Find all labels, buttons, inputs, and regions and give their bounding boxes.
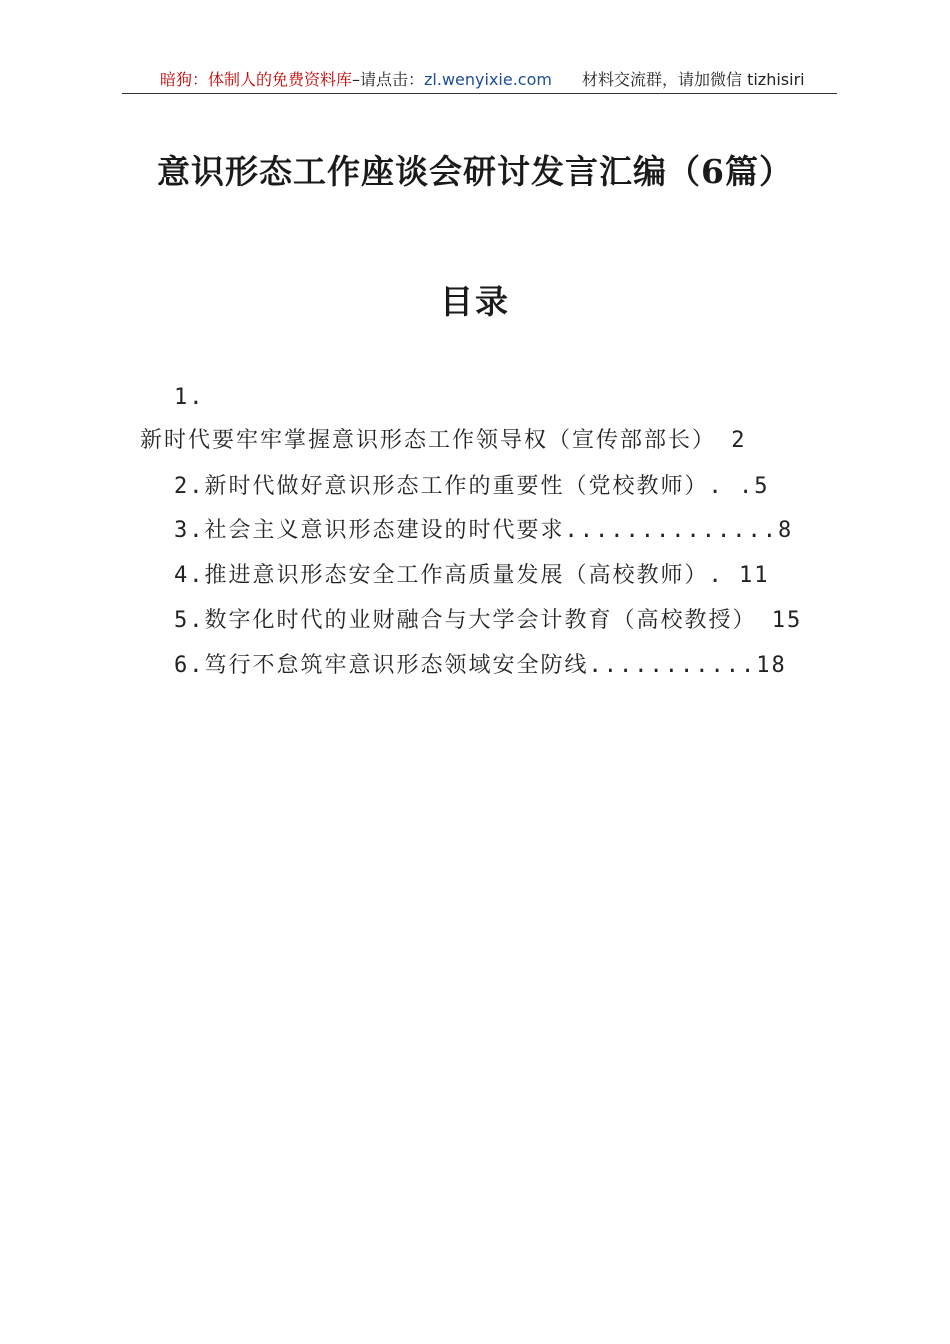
- toc-entry-text: 社会主义意识形态建设的时代要求: [204, 518, 565, 543]
- toc-entry-leader: [716, 428, 731, 453]
- toc-entry-leader: ..............: [564, 518, 778, 543]
- toc-entry-leader: ...........: [588, 653, 757, 678]
- toc-entry-text: 新时代做好意识形态工作的重要性（党校教师）: [204, 474, 709, 499]
- toc-entry-page: 5: [754, 474, 770, 499]
- toc-entry[interactable]: [174, 516, 793, 546]
- toc-entry-number: 4.: [174, 563, 205, 588]
- toc-entry-leader: .: [708, 563, 740, 588]
- toc-entry-page: 18: [756, 653, 787, 678]
- toc-entry[interactable]: [174, 606, 802, 636]
- header-divider: [122, 93, 837, 94]
- toc-entry-text: 数字化时代的业财融合与大学会计教育（高校教授）: [204, 608, 757, 633]
- header-link[interactable]: zl.wenyixie.com: [424, 70, 552, 89]
- toc-entry-page: 11: [739, 563, 770, 588]
- toc-entry-page: 15: [771, 608, 803, 633]
- header-brand: 暗狗：体制人的免费资料库: [160, 70, 353, 89]
- toc-entry-leader: [757, 608, 772, 633]
- toc-entry-page: 2: [731, 428, 747, 453]
- toc-entry-number: 2.: [174, 474, 205, 499]
- header-contact: 材料交流群，请加微信 tizhisiri: [582, 70, 805, 89]
- toc-entry-page: 8: [777, 518, 794, 543]
- toc-entry[interactable]: [140, 426, 747, 456]
- toc-entry-number: 1.: [174, 385, 205, 410]
- page-header: [122, 68, 837, 92]
- toc-entry[interactable]: [174, 472, 770, 502]
- header-prompt: –请点击：: [352, 70, 425, 89]
- toc-entry-number: 3.: [174, 518, 205, 543]
- header-promo: [160, 68, 552, 92]
- toc-entry[interactable]: [174, 651, 787, 681]
- toc-entry-text: 推进意识形态安全工作高质量发展（高校教师）: [204, 563, 709, 588]
- toc-entry-number: 6.: [174, 653, 205, 678]
- toc-heading: 目录: [440, 282, 510, 321]
- toc-entry-text: 新时代要牢牢掌握意识形态工作领导权（宣传部部长）: [140, 428, 717, 453]
- toc-entry-text: 笃行不怠筑牢意识形态领域安全防线: [204, 653, 589, 678]
- toc-entry-leader: . .: [708, 474, 755, 499]
- document-title: 意识形态工作座谈会研讨发言汇编（6篇）: [157, 152, 793, 191]
- toc-entry-number: 5.: [174, 608, 205, 633]
- toc-entry[interactable]: [174, 561, 770, 591]
